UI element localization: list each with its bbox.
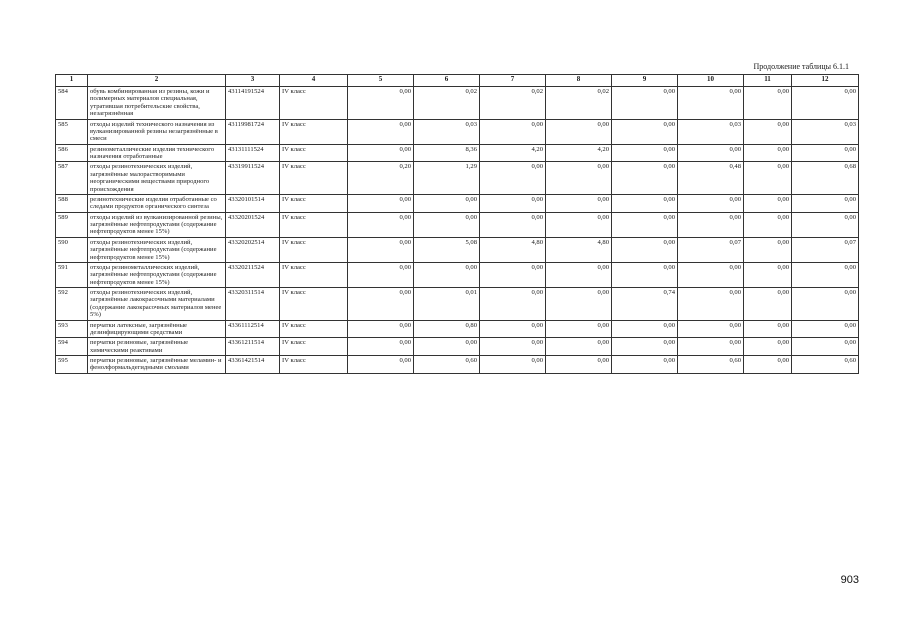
waste-name-cell: перчатки латексные, загрязнённые дезинфицирующими средствами: [88, 320, 226, 338]
value-cell-col-5: 0,00: [348, 212, 414, 237]
value-cell-col-12: 0,60: [792, 356, 859, 374]
table-row: [56, 162, 859, 195]
column-header-10: 10: [678, 75, 744, 87]
row-number-cell: 591: [56, 262, 88, 287]
value-cell-col-10: 0,00: [678, 262, 744, 287]
table-row: [56, 320, 859, 338]
value-cell-col-5: 0,20: [348, 162, 414, 195]
table-row: [56, 262, 859, 287]
column-header-1: 1: [56, 75, 88, 87]
column-header-4: 4: [280, 75, 348, 87]
value-cell-col-12: 0,00: [792, 87, 859, 120]
value-cell-col-6: 0,00: [414, 212, 480, 237]
fkko-code-cell: 43320202514: [226, 237, 280, 262]
value-cell-col-10: 0,00: [678, 288, 744, 321]
value-cell-col-7: 0,00: [480, 338, 546, 356]
value-cell-col-11: 0,00: [744, 288, 792, 321]
column-header-3: 3: [226, 75, 280, 87]
row-number-cell: 595: [56, 356, 88, 374]
value-cell-col-6: 0,02: [414, 87, 480, 120]
row-number-cell: 589: [56, 212, 88, 237]
value-cell-col-7: 0,02: [480, 87, 546, 120]
fkko-code-cell: 43320201524: [226, 212, 280, 237]
value-cell-col-12: 0,00: [792, 338, 859, 356]
hazard-class-cell: IV класс: [280, 237, 348, 262]
fkko-code-cell: 43119981724: [226, 119, 280, 144]
value-cell-col-6: 0,00: [414, 338, 480, 356]
value-cell-col-6: 0,01: [414, 288, 480, 321]
waste-name-cell: обувь комбинированная из резины, кожи и полимерных материалов специальная, утратившая потребительские свойства, незагрязнённая: [88, 87, 226, 120]
value-cell-col-10: 0,48: [678, 162, 744, 195]
value-cell-col-8: 0,00: [546, 194, 612, 212]
row-number-cell: 584: [56, 87, 88, 120]
value-cell-col-9: 0,00: [612, 237, 678, 262]
hazard-class-cell: IV класс: [280, 338, 348, 356]
value-cell-col-8: 0,00: [546, 338, 612, 356]
value-cell-col-7: 4,80: [480, 237, 546, 262]
column-header-8: 8: [546, 75, 612, 87]
value-cell-col-12: 0,00: [792, 212, 859, 237]
value-cell-col-9: 0,00: [612, 87, 678, 120]
value-cell-col-9: 0,00: [612, 144, 678, 162]
value-cell-col-9: 0,00: [612, 119, 678, 144]
fkko-code-cell: 43114191524: [226, 87, 280, 120]
fkko-code-cell: 43361211514: [226, 338, 280, 356]
row-number-cell: 590: [56, 237, 88, 262]
value-cell-col-12: 0,00: [792, 144, 859, 162]
hazard-class-cell: IV класс: [280, 288, 348, 321]
table-row: [56, 356, 859, 374]
table-row: [56, 87, 859, 120]
table-row: [56, 144, 859, 162]
column-header-2: 2: [88, 75, 226, 87]
row-number-cell: 585: [56, 119, 88, 144]
waste-table: [55, 74, 859, 374]
value-cell-col-7: 4,20: [480, 144, 546, 162]
table-row: [56, 288, 859, 321]
value-cell-col-11: 0,00: [744, 119, 792, 144]
value-cell-col-7: 0,00: [480, 194, 546, 212]
value-cell-col-6: 0,60: [414, 356, 480, 374]
value-cell-col-8: 0,00: [546, 356, 612, 374]
value-cell-col-11: 0,00: [744, 320, 792, 338]
hazard-class-cell: IV класс: [280, 212, 348, 237]
hazard-class-cell: IV класс: [280, 144, 348, 162]
waste-name-cell: отходы резинотехнических изделий, загрязнённые малорастворимыми неорганическими веществами природного происхождения: [88, 162, 226, 195]
value-cell-col-8: 4,80: [546, 237, 612, 262]
value-cell-col-6: 0,00: [414, 194, 480, 212]
hazard-class-cell: IV класс: [280, 119, 348, 144]
value-cell-col-5: 0,00: [348, 194, 414, 212]
row-number-cell: 592: [56, 288, 88, 321]
row-number-cell: 594: [56, 338, 88, 356]
value-cell-col-12: 0,07: [792, 237, 859, 262]
value-cell-col-11: 0,00: [744, 162, 792, 195]
page-number: 903: [840, 574, 859, 586]
fkko-code-cell: 43320311514: [226, 288, 280, 321]
hazard-class-cell: IV класс: [280, 162, 348, 195]
value-cell-col-8: 0,00: [546, 119, 612, 144]
value-cell-col-5: 0,00: [348, 356, 414, 374]
value-cell-col-10: 0,00: [678, 194, 744, 212]
row-number-cell: 593: [56, 320, 88, 338]
value-cell-col-7: 0,00: [480, 212, 546, 237]
value-cell-col-7: 0,00: [480, 288, 546, 321]
column-header-6: 6: [414, 75, 480, 87]
waste-name-cell: отходы резинотехнических изделий, загрязнённые лакокрасочными материалами (содержание лакокрасочных материалов менее 5%): [88, 288, 226, 321]
value-cell-col-10: 0,07: [678, 237, 744, 262]
value-cell-col-10: 0,00: [678, 338, 744, 356]
fkko-code-cell: 43320211524: [226, 262, 280, 287]
table-row: [56, 237, 859, 262]
fkko-code-cell: 43319911524: [226, 162, 280, 195]
column-header-9: 9: [612, 75, 678, 87]
fkko-code-cell: 43361112514: [226, 320, 280, 338]
value-cell-col-6: 1,29: [414, 162, 480, 195]
value-cell-col-5: 0,00: [348, 237, 414, 262]
hazard-class-cell: IV класс: [280, 194, 348, 212]
column-header-5: 5: [348, 75, 414, 87]
value-cell-col-8: 0,00: [546, 262, 612, 287]
table-continuation-caption: Продолжение таблицы 6.1.1: [753, 62, 849, 71]
table-row: [56, 119, 859, 144]
value-cell-col-8: 0,02: [546, 87, 612, 120]
value-cell-col-9: 0,00: [612, 162, 678, 195]
fkko-code-cell: 43131111524: [226, 144, 280, 162]
value-cell-col-11: 0,00: [744, 237, 792, 262]
value-cell-col-9: 0,74: [612, 288, 678, 321]
row-number-cell: 586: [56, 144, 88, 162]
column-header-11: 11: [744, 75, 792, 87]
value-cell-col-6: 0,03: [414, 119, 480, 144]
waste-name-cell: резинометаллические изделия технического назначения отработанные: [88, 144, 226, 162]
waste-name-cell: перчатки резиновые, загрязнённые химическими реактивами: [88, 338, 226, 356]
value-cell-col-11: 0,00: [744, 356, 792, 374]
value-cell-col-11: 0,00: [744, 144, 792, 162]
value-cell-col-8: 4,20: [546, 144, 612, 162]
waste-name-cell: отходы резинометаллических изделий, загрязнённые нефтепродуктами (содержание нефтепродуктов менее 15%): [88, 262, 226, 287]
column-header-7: 7: [480, 75, 546, 87]
row-number-cell: 588: [56, 194, 88, 212]
table-row: [56, 338, 859, 356]
value-cell-col-12: 0,00: [792, 288, 859, 321]
value-cell-col-11: 0,00: [744, 212, 792, 237]
value-cell-col-11: 0,00: [744, 262, 792, 287]
waste-name-cell: резинотехнические изделия отработанные со следами продуктов органического синтеза: [88, 194, 226, 212]
table-row: [56, 212, 859, 237]
value-cell-col-5: 0,00: [348, 288, 414, 321]
value-cell-col-5: 0,00: [348, 338, 414, 356]
value-cell-col-12: 0,00: [792, 194, 859, 212]
value-cell-col-10: 0,03: [678, 119, 744, 144]
hazard-class-cell: IV класс: [280, 87, 348, 120]
column-header-12: 12: [792, 75, 859, 87]
hazard-class-cell: IV класс: [280, 320, 348, 338]
value-cell-col-10: 0,00: [678, 212, 744, 237]
value-cell-col-11: 0,00: [744, 194, 792, 212]
value-cell-col-12: 0,03: [792, 119, 859, 144]
value-cell-col-9: 0,00: [612, 212, 678, 237]
value-cell-col-12: 0,00: [792, 320, 859, 338]
value-cell-col-9: 0,00: [612, 320, 678, 338]
value-cell-col-8: 0,00: [546, 212, 612, 237]
fkko-code-cell: 43320101514: [226, 194, 280, 212]
value-cell-col-5: 0,00: [348, 119, 414, 144]
value-cell-col-5: 0,00: [348, 144, 414, 162]
value-cell-col-8: 0,00: [546, 320, 612, 338]
fkko-code-cell: 43361421514: [226, 356, 280, 374]
value-cell-col-8: 0,00: [546, 162, 612, 195]
hazard-class-cell: IV класс: [280, 262, 348, 287]
value-cell-col-9: 0,00: [612, 194, 678, 212]
value-cell-col-5: 0,00: [348, 262, 414, 287]
value-cell-col-12: 0,68: [792, 162, 859, 195]
value-cell-col-7: 0,00: [480, 119, 546, 144]
waste-name-cell: отходы изделий из вулканизированной резины, загрязнённые нефтепродуктами (содержание нефтепродуктов менее 15%): [88, 212, 226, 237]
value-cell-col-11: 0,00: [744, 338, 792, 356]
table-row: [56, 194, 859, 212]
header-row: [56, 75, 859, 87]
value-cell-col-12: 0,00: [792, 262, 859, 287]
waste-name-cell: отходы резинотехнических изделий, загрязнённые нефтепродуктами (содержание нефтепродуктов менее 15%): [88, 237, 226, 262]
value-cell-col-6: 0,00: [414, 262, 480, 287]
value-cell-col-6: 0,80: [414, 320, 480, 338]
value-cell-col-8: 0,00: [546, 288, 612, 321]
value-cell-col-5: 0,00: [348, 320, 414, 338]
value-cell-col-7: 0,00: [480, 262, 546, 287]
value-cell-col-10: 0,00: [678, 320, 744, 338]
value-cell-col-7: 0,00: [480, 356, 546, 374]
waste-name-cell: отходы изделий технического назначения из вулканизированной резины незагрязнённые в смеси: [88, 119, 226, 144]
value-cell-col-9: 0,00: [612, 262, 678, 287]
value-cell-col-6: 5,08: [414, 237, 480, 262]
value-cell-col-5: 0,00: [348, 87, 414, 120]
value-cell-col-10: 0,00: [678, 144, 744, 162]
hazard-class-cell: IV класс: [280, 356, 348, 374]
value-cell-col-7: 0,00: [480, 320, 546, 338]
value-cell-col-7: 0,00: [480, 162, 546, 195]
value-cell-col-9: 0,00: [612, 338, 678, 356]
value-cell-col-9: 0,00: [612, 356, 678, 374]
waste-name-cell: перчатки резиновые, загрязнённые меламин- и фенолформальдегидными смолами: [88, 356, 226, 374]
row-number-cell: 587: [56, 162, 88, 195]
value-cell-col-10: 0,00: [678, 87, 744, 120]
value-cell-col-6: 8,36: [414, 144, 480, 162]
value-cell-col-11: 0,00: [744, 87, 792, 120]
value-cell-col-10: 0,60: [678, 356, 744, 374]
